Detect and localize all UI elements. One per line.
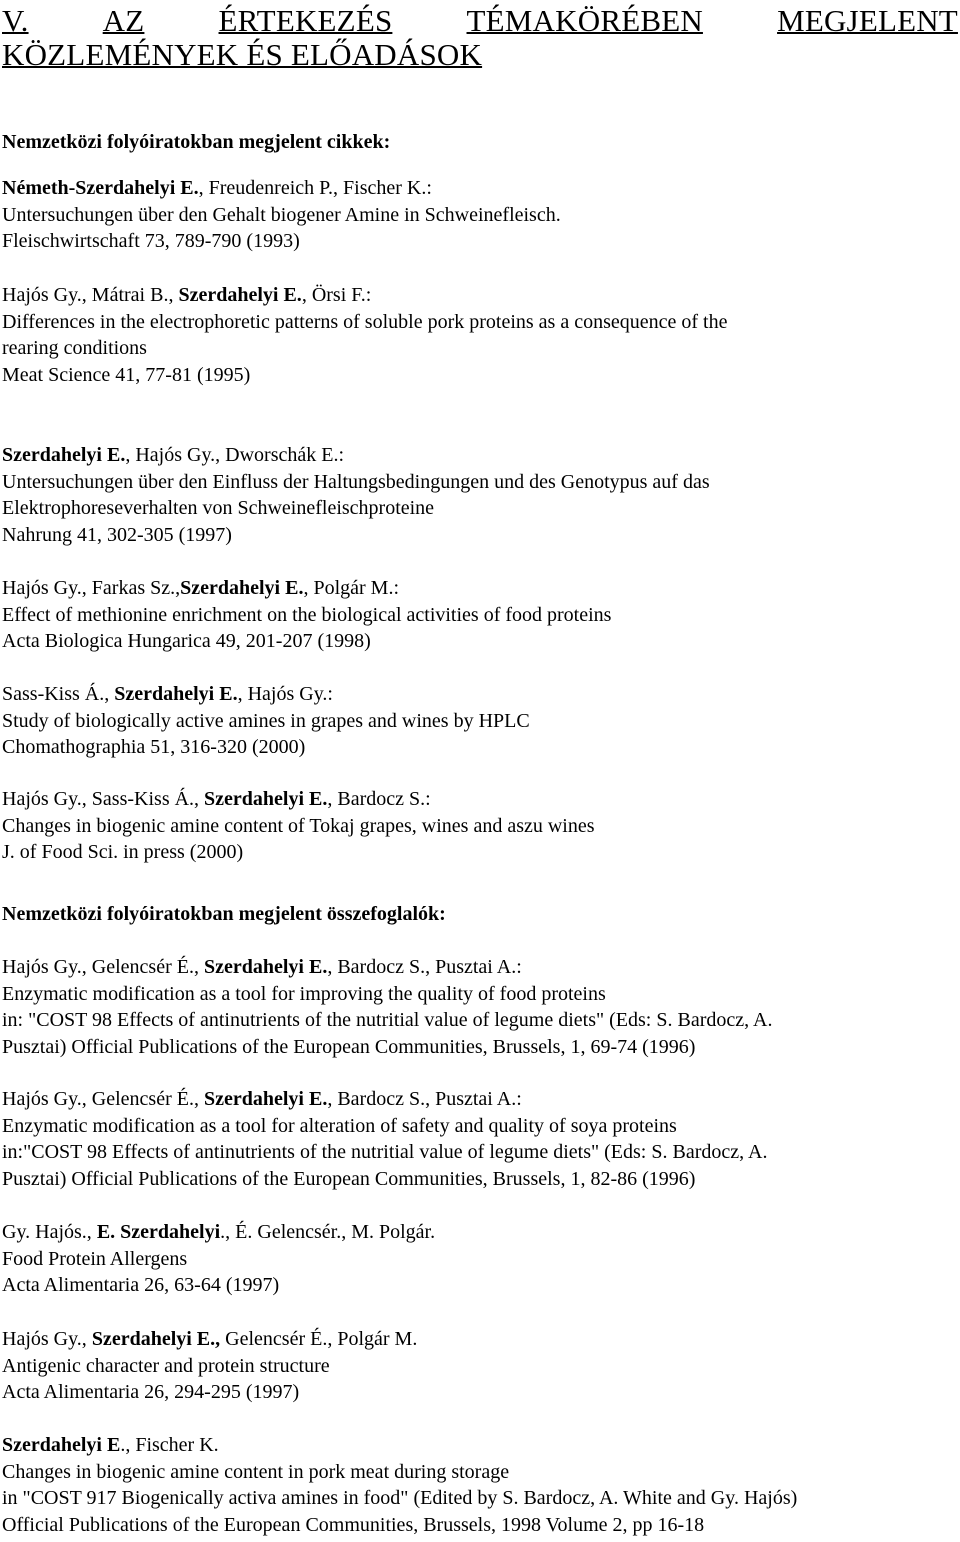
publication-entry	[2, 1219, 954, 1299]
author-text: , Bardocz S.:	[327, 788, 431, 810]
author-text: , Freudenreich P., Fischer K.:	[198, 177, 432, 199]
entry-line: Chomathographia 51, 316-320 (2000)	[2, 736, 306, 758]
publication-entry	[2, 954, 954, 1060]
author-text: , Hajós Gy.:	[237, 683, 333, 705]
author-text: Hajós Gy., Sass-Kiss Á.,	[2, 788, 205, 810]
title-line-1	[2, 4, 958, 38]
publication-entry	[2, 681, 954, 761]
entry-authors	[2, 786, 954, 813]
entry-line: in "COST 917 Biogenically activa amines in food" (Edited by S. Bardocz, A. White and Gy. Hajós)	[2, 1487, 798, 1509]
author-text: Hajós Gy., Gelencsér É.,	[2, 956, 204, 978]
author-text: Hajós Gy., Mátrai B.,	[2, 284, 179, 306]
entry-line: Elektrophoreseverhalten von Schweinefleischproteine	[2, 497, 435, 519]
entry-line: Nahrung 41, 302-305 (1997)	[2, 523, 232, 546]
entry-authors	[2, 681, 954, 708]
author-text: Sass-Kiss Á.,	[2, 683, 115, 705]
entry-line: Enzymatic modification as a tool for alteration of safety and quality of soya proteins	[2, 1114, 677, 1137]
entry-line: Fleischwirtschaft 73, 789-790 (1993)	[2, 230, 300, 252]
author-text: Gy. Hajós.,	[2, 1221, 97, 1243]
entry-line: in: "COST 98 Effects of antinutrients of the nutritial value of legume diets" (Eds: S. Bardocz, A.	[2, 1009, 773, 1031]
author-text: , Bardocz S., Pusztai A.:	[327, 956, 522, 978]
entry-line: Differences in the electrophoretic patterns of soluble pork proteins as a consequence of the	[2, 310, 728, 333]
entry-line: Effect of methionine enrichment on the biological activities of food proteins	[2, 603, 612, 626]
title-line-2: KÖZLEMÉNYEK ÉS ELŐADÁSOK	[2, 37, 483, 72]
author-highlighted: Szerdahelyi E	[2, 1434, 121, 1456]
entry-authors	[2, 1326, 954, 1353]
entry-line: Meat Science 41, 77-81 (1995)	[2, 363, 251, 386]
entry-line: in:"COST 98 Effects of antinutrients of the nutritial value of legume diets" (Eds: S. Bardocz, A.	[2, 1141, 768, 1163]
author-highlighted: Szerdahelyi E.	[114, 683, 238, 705]
entry-line: Food Protein Allergens	[2, 1247, 188, 1270]
entry-line: Untersuchungen über den Einfluss der Haltungsbedingungen und des Genotypus auf das	[2, 470, 710, 493]
entry-line: rearing conditions	[2, 337, 147, 359]
title-word: AZ	[102, 3, 145, 38]
entry-line: Acta Alimentaria 26, 63-64 (1997)	[2, 1274, 280, 1296]
author-text: , Bardocz S., Pusztai A.:	[327, 1088, 522, 1110]
author-highlighted: E. Szerdahelyi	[96, 1221, 221, 1243]
entry-authors	[2, 282, 954, 309]
author-highlighted: Németh-Szerdahelyi E.	[2, 177, 199, 199]
author-highlighted: Szerdahelyi E.	[178, 284, 302, 306]
entry-authors	[2, 954, 954, 981]
author-text: Hajós Gy., Gelencsér É.,	[2, 1088, 204, 1110]
entry-authors	[2, 1432, 954, 1459]
entry-line: Changes in biogenic amine content in pork meat during storage	[2, 1460, 510, 1483]
entry-authors	[2, 175, 954, 202]
title-word: V.	[2, 3, 29, 38]
author-highlighted: Szerdahelyi E.	[2, 444, 126, 466]
entry-line: Pusztai) Official Publications of the European Communities, Brussels, 1, 69-74 (1996)	[2, 1035, 696, 1058]
entry-line: J. of Food Sci. in press (2000)	[2, 841, 244, 863]
author-text: Hajós Gy., Farkas Sz.,	[2, 577, 181, 599]
entry-line: Untersuchungen über den Gehalt biogener Amine in Schweinefleisch.	[2, 203, 561, 226]
author-text: Hajós Gy.,	[2, 1328, 92, 1350]
entry-line: Official Publications of the European Communities, Brussels, 1998 Volume 2, pp 16-18	[2, 1513, 705, 1536]
title-word: TÉMAKÖRÉBEN	[466, 3, 703, 38]
publication-entry	[2, 786, 954, 866]
entry-authors	[2, 1219, 954, 1246]
author-text: Gelencsér É., Polgár M.	[220, 1328, 418, 1350]
entry-line: Enzymatic modification as a tool for improving the quality of food proteins	[2, 982, 606, 1005]
publication-entry	[2, 1326, 954, 1406]
section-heading: Nemzetközi folyóiratokban megjelent cikkek:	[2, 131, 391, 153]
publication-entry	[2, 175, 954, 255]
publication-entry	[2, 1086, 954, 1192]
author-text: , Örsi F.:	[301, 284, 372, 306]
entry-authors	[2, 442, 954, 469]
author-text: , Polgár M.:	[303, 577, 400, 599]
entry-line: Acta Biologica Hungarica 49, 201-207 (1998)	[2, 630, 371, 652]
page-title	[2, 4, 958, 72]
entry-authors	[2, 1086, 954, 1113]
entry-line: Changes in biogenic amine content of Tokaj grapes, wines and aszu wines	[2, 814, 595, 837]
publication-entry	[2, 575, 954, 655]
section-heading: Nemzetközi folyóiratokban megjelent összefoglalók:	[2, 903, 446, 925]
entry-line: Pusztai) Official Publications of the European Communities, Brussels, 1, 82-86 (1996)	[2, 1167, 696, 1190]
author-highlighted: Szerdahelyi E.	[204, 788, 328, 810]
author-highlighted: Szerdahelyi E.	[180, 577, 304, 599]
entry-line: Antigenic character and protein structure	[2, 1354, 330, 1377]
entry-authors	[2, 575, 954, 602]
title-word: ÉRTEKEZÉS	[218, 3, 393, 38]
entry-line: Study of biologically active amines in grapes and wines by HPLC	[2, 709, 530, 732]
author-highlighted: Szerdahelyi E.	[203, 1088, 328, 1110]
entry-line: Acta Alimentaria 26, 294-295 (1997)	[2, 1381, 300, 1403]
author-text: , Hajós Gy., Dworschák E.:	[125, 444, 345, 466]
author-text: ., Fischer K.	[120, 1434, 219, 1456]
title-word: MEGJELENT	[777, 3, 958, 38]
author-highlighted: Szerdahelyi E.	[203, 956, 328, 978]
publication-entry	[2, 1432, 954, 1538]
publication-entry	[2, 442, 954, 548]
author-highlighted: Szerdahelyi E.,	[91, 1328, 221, 1350]
publication-entry	[2, 282, 954, 388]
author-text: ., É. Gelencsér., M. Polgár.	[220, 1221, 436, 1243]
